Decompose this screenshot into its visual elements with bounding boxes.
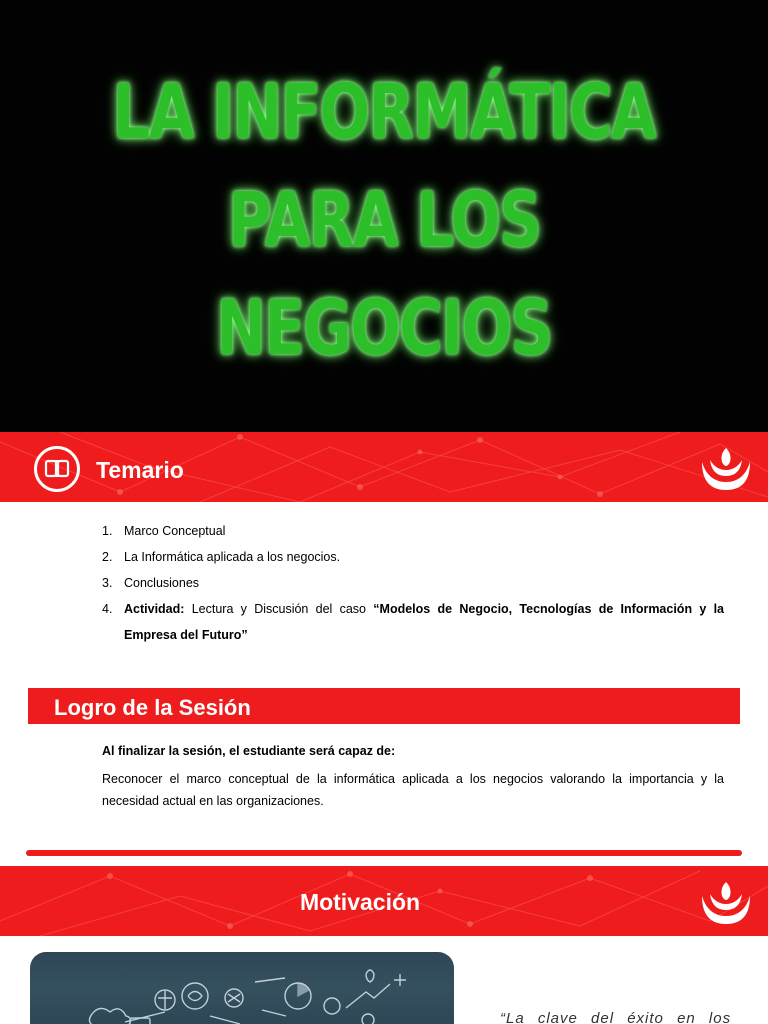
list-item xyxy=(102,596,724,648)
book-icon xyxy=(34,446,80,492)
logro-lead: Al finalizar la sesión, el estudiante será capaz de: xyxy=(102,744,396,758)
temario-header xyxy=(0,432,768,502)
upc-logo-icon xyxy=(698,880,754,926)
item-text: Conclusiones xyxy=(124,576,200,590)
item-number: 1. xyxy=(102,524,113,538)
item-number: 3. xyxy=(102,576,113,590)
title-slide xyxy=(0,0,768,432)
list-item xyxy=(102,518,724,544)
item-number: 4. xyxy=(102,602,113,616)
logro-text: Reconocer el marco conceptual de la informática aplicada a los negocios valorando la importancia y la necesidad actual en las organizaciones. xyxy=(102,772,724,808)
list-item xyxy=(102,570,724,596)
item-text: La Informática aplicada a los negocios. xyxy=(124,550,341,564)
title-line-1: LA INFORMÁTICA xyxy=(112,67,656,156)
activity-label: Actividad: xyxy=(124,602,185,616)
activity-text: Lectura y Discusión del caso xyxy=(191,602,367,616)
title-line-3: NEGOCIOS xyxy=(216,283,552,372)
temario-title: Temario xyxy=(96,457,184,483)
list-item xyxy=(102,544,724,570)
logro-header xyxy=(28,688,740,724)
temario-list xyxy=(102,518,724,648)
title-line-2: PARA LOS xyxy=(227,175,541,264)
item-number: 2. xyxy=(102,550,113,564)
logro-body xyxy=(102,740,724,812)
upc-logo-icon xyxy=(698,446,754,492)
business-doodle-image xyxy=(30,952,454,1024)
item-text: Marco Conceptual xyxy=(124,524,226,538)
item-text-activity xyxy=(124,596,724,648)
motivacion-header xyxy=(0,866,768,936)
motivacion-title: Motivación xyxy=(299,889,421,915)
activity-case-title: “Modelos de Negocio, Tecnologías de Información y la Empresa del Futuro” xyxy=(124,602,724,642)
motivation-quote: “La clave del éxito en los xyxy=(500,1010,732,1024)
logro-title: Logro de la Sesión xyxy=(54,695,251,720)
divider xyxy=(26,850,742,856)
